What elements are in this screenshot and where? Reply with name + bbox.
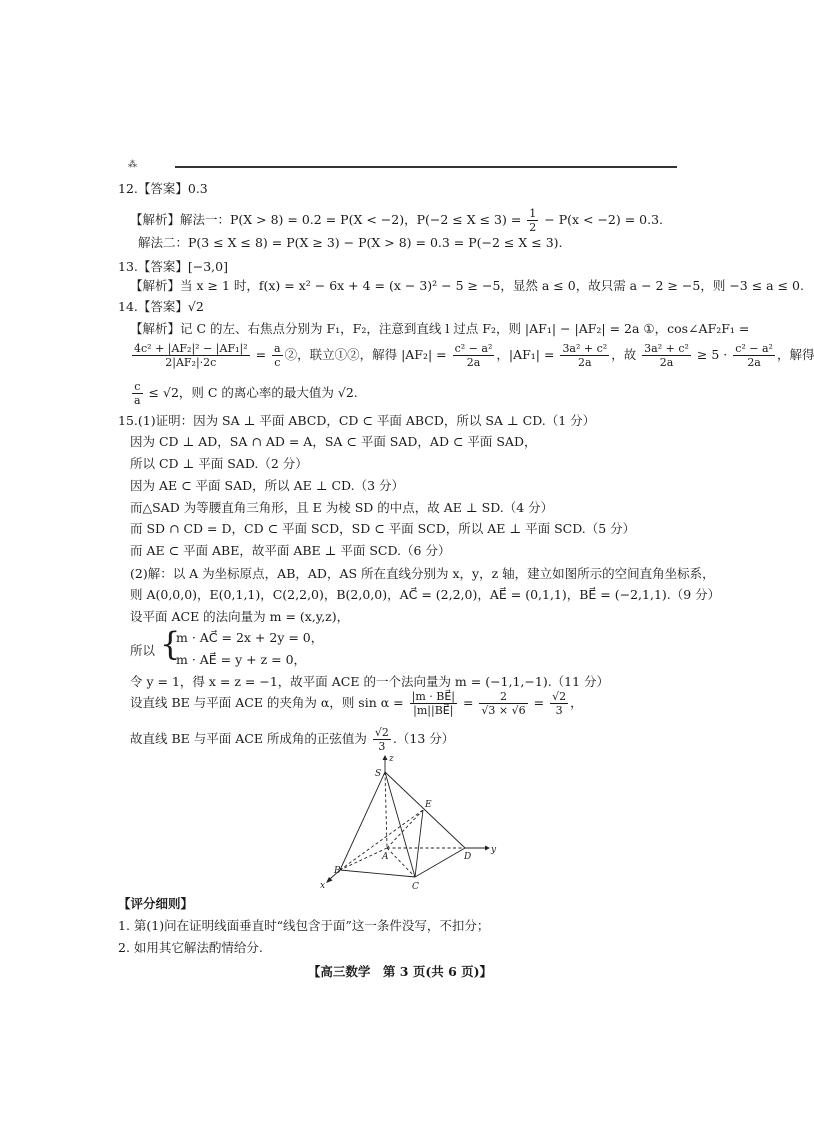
- q14-ecc-numerator: c: [132, 380, 143, 394]
- q15-line-7: 而 AE ⊂ 平面 ABE，故平面 ABE ⊥ 平面 SCD.（6 分）: [130, 543, 451, 558]
- q14-tail-text: ，解得: [776, 347, 814, 362]
- q12-half-fraction: [527, 207, 538, 234]
- page-footer: 【高三数学 第 3 页(共 6 页)】: [307, 964, 493, 979]
- q15-conclusion-denominator: 3: [378, 740, 386, 753]
- q14-mid-text-4: ≥ 5 ·: [692, 347, 732, 362]
- q15-conclusion-tail: .（13 分）: [392, 731, 455, 746]
- q15-line-10: 设平面 ACE 的法向量为 m = (x,y,z)，: [130, 609, 350, 624]
- q15-conclusion-prefix: 故直线 BE 与平面 ACE 所成角的正弦值为: [130, 731, 371, 746]
- q15-system-prefix: 所以: [130, 643, 156, 658]
- q13-analysis: 【解析】当 x ≥ 1 时，f(x) = x² − 6x + 4 = (x − 3)² − 5 ≥ −5，显然 a ≤ 0，故只需 a − 2 ≥ −5，则 −3 ≤ a ≤ 0.: [130, 278, 804, 293]
- q15-line-12: [130, 690, 583, 724]
- q14-af2-fraction: [453, 342, 495, 369]
- q15-line-4: 因为 AE ⊂ 平面 SAD，所以 AE ⊥ CD.（3 分）: [130, 478, 404, 493]
- q12-answer: 12.【答案】0.3: [118, 181, 208, 196]
- page-mark: ⁂: [128, 160, 137, 170]
- q14-ecc-denominator: a: [134, 394, 141, 407]
- q14-ac-denominator: c: [274, 356, 281, 369]
- q15-sin-fraction-1: [410, 690, 457, 717]
- q12-frac-numerator: 1: [529, 207, 537, 220]
- q14-analysis-line-2: [130, 342, 814, 369]
- label-e: E: [425, 800, 432, 810]
- edge-c-d: [415, 848, 465, 877]
- header-rule: [175, 166, 677, 168]
- q14-af2-denominator: 2a: [466, 356, 481, 369]
- q15-sin-eq-2: =: [529, 695, 549, 710]
- q14-af1-denominator: 2a: [578, 356, 592, 369]
- q15-sin-tail: ，: [570, 695, 583, 710]
- edge-a-b: [340, 848, 387, 870]
- q15-system-brace: {: [160, 625, 181, 663]
- q14-cos-denominator: 2|AF₂|·2c: [165, 356, 217, 369]
- label-z: z: [389, 754, 394, 764]
- q15-conclusion-numerator: √2: [374, 726, 389, 739]
- q14-cos-numerator: 4c² + |AF₂|² − |AF₁|²: [134, 342, 248, 355]
- q15-line-6: 而 SD ∩ CD = D，CD ⊂ 平面 SCD，SD ⊂ 平面 SCD，所以 AE ⊥ 平面 SCD.（5 分）: [130, 521, 636, 536]
- edge-s-d: [385, 772, 465, 848]
- label-c: C: [412, 882, 419, 892]
- q15-line-1: 15.(1)证明：因为 SA ⊥ 平面 ABCD，CD ⊂ 平面 ABCD，所以 SA ⊥ CD.（1 分）: [118, 413, 596, 428]
- q15-sin-f2-denominator: √3 × √6: [481, 704, 526, 717]
- q14-answer: 14.【答案】√2: [118, 299, 204, 314]
- q15-line-3: 所以 CD ⊥ 平面 SAD.（2 分）: [130, 456, 308, 471]
- grading-item-1: 1. 第(1)问在证明线面垂直时“线包含于面”这一条件没写，不扣分；: [118, 918, 490, 933]
- q15-sin-prefix: 设直线 BE 与平面 ACE 的夹角为 α，则 sin α =: [130, 695, 408, 710]
- q14-af1-numerator: 3a² + c²: [562, 342, 608, 355]
- q15-sin-eq: =: [458, 695, 478, 710]
- q15-sin-f3-denominator: 3: [555, 704, 563, 717]
- q14-ineq-left-numerator: 3a² + c²: [644, 342, 689, 355]
- q14-cos-fraction: [132, 342, 250, 369]
- q14-ineq-right-fraction: [733, 342, 775, 369]
- q15-sin-f1-denominator: |m||BE⃗|: [413, 704, 454, 717]
- q12-analysis-1-tail: − P(x < −2) = 0.3.: [540, 212, 664, 227]
- q14-ineq-right-numerator: c² − a²: [735, 342, 773, 355]
- q15-sin-fraction-2: [479, 690, 527, 717]
- q15-line-8: (2)解：以 A 为坐标原点，AB，AD，AS 所在直线分别为 x，y，z 轴，建立如图所示的空间直角坐标系，: [130, 566, 715, 581]
- q14-af1-fraction: [560, 342, 609, 369]
- q12-frac-denominator: 2: [529, 221, 537, 234]
- q14-conclusion: ≤ √2，则 C 的离心率的最大值为 √2.: [144, 385, 358, 400]
- q14-af2-numerator: c² − a²: [454, 342, 493, 355]
- pyramid-figure: [320, 752, 510, 892]
- axis-y-arrow: [485, 846, 490, 851]
- q15-sin-f3-numerator: √2: [552, 690, 567, 703]
- q14-eccentricity-fraction: [132, 380, 143, 407]
- label-x: x: [320, 881, 326, 891]
- q15-system-eq-2: m · AE⃗ = y + z = 0，: [176, 652, 307, 667]
- q15-line-11: 令 y = 1，得 x = z = −1，故平面 ACE 的一个法向量为 m = (−1,1,−1).（11 分）: [130, 674, 610, 689]
- q13-answer: 13.【答案】[−3,0]: [118, 259, 228, 274]
- q15-line-2: 因为 CD ⊥ AD，SA ∩ AD = A，SA ⊂ 平面 SAD，AD ⊂ 平面 SAD，: [130, 434, 537, 449]
- axis-z-arrow: [383, 755, 388, 760]
- q15-system-eq-1: m · AC⃗ = 2x + 2y = 0，: [176, 630, 324, 645]
- edge-e-c: [415, 810, 423, 877]
- edge-s-b: [340, 772, 385, 870]
- q14-mid-text-2: ，|AF₁| =: [496, 347, 559, 362]
- edge-b-c: [340, 870, 415, 877]
- q12-analysis-1-text: 【解析】解法一：P(X > 8) = 0.2 = P(X < −2)，P(−2 ≤ X ≤ 3) =: [130, 212, 526, 227]
- q15-sin-fraction-3: [550, 690, 568, 717]
- label-y: y: [491, 845, 497, 855]
- q14-eq: =: [251, 347, 271, 362]
- label-b: B: [334, 866, 341, 876]
- q14-analysis-line-1: 【解析】记 C 的左、右焦点分别为 F₁，F₂，注意到直线 l 过点 F₂，则 |AF₁| − |AF₂| = 2a ①，cos∠AF₂F₁ =: [130, 321, 750, 336]
- grading-item-2: 2. 如用其它解法酌情给分.: [118, 940, 263, 955]
- q15-sin-f2-numerator: 2: [479, 690, 527, 704]
- q15-conclusion-fraction: [373, 726, 391, 753]
- q14-mid-text-3: ，故: [611, 347, 641, 362]
- q14-ac-numerator: a: [274, 342, 281, 355]
- q12-analysis-1: [130, 207, 663, 234]
- q15-line-9: 则 A(0,0,0)，E(0,1,1)，C(2,2,0)，B(2,0,0)，AC⃗ = (2,2,0)，AE⃗ = (0,1,1)，BE⃗ = (−2,1,1).（9 分）: [130, 587, 721, 602]
- q15-sin-f1-numerator: |m · BE⃗|: [411, 690, 455, 703]
- q14-analysis-line-3: [130, 380, 358, 407]
- q15-line-5: 而△SAD 为等腰直角三角形，且 E 为棱 SD 的中点，故 AE ⊥ SD.（4 分）: [130, 500, 554, 515]
- label-a: A: [382, 852, 389, 862]
- q14-ac-fraction: [272, 342, 283, 369]
- q14-mid-text: ②，联立①②，解得 |AF₂| =: [284, 347, 451, 362]
- label-d: D: [464, 852, 472, 862]
- q14-ineq-left-fraction: [642, 342, 691, 369]
- q14-ineq-left-denominator: 2a: [659, 356, 674, 369]
- label-s: S: [375, 769, 382, 779]
- q14-ineq-right-denominator: 2a: [747, 356, 761, 369]
- q12-analysis-2: 解法二：P(3 ≤ X ≤ 8) = P(X ≥ 3) − P(X > 8) = 0.3 = P(−2 ≤ X ≤ 3).: [138, 235, 563, 250]
- grading-title: 【评分细则】: [118, 896, 194, 911]
